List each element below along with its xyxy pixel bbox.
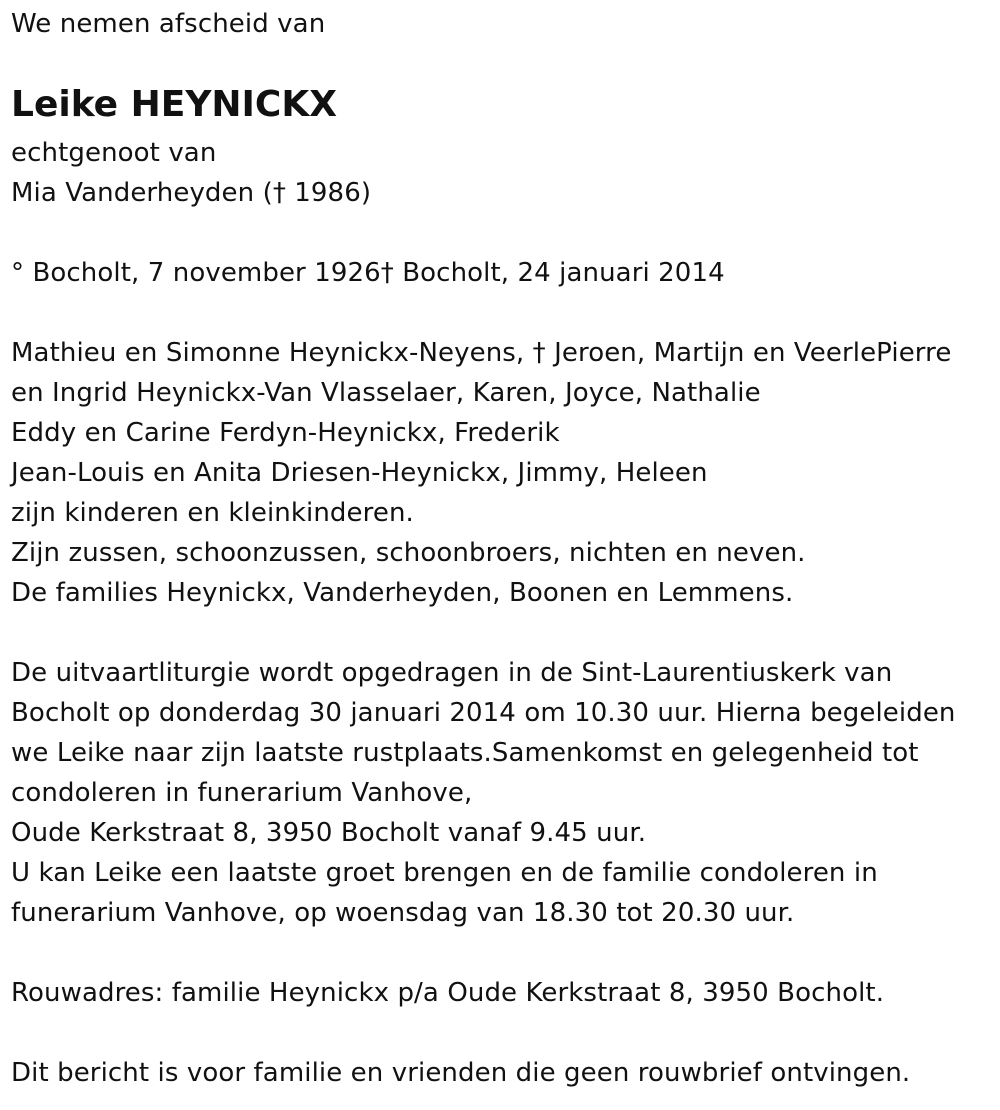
spouse-block	[11, 133, 371, 213]
family-line: Jean-Louis en Anita Driesen-Heynickx, Jimmy, Heleen	[11, 458, 708, 488]
family-line: De families Heynickx, Vanderheyden, Boonen en Lemmens.	[11, 578, 794, 608]
closing-note: Dit bericht is voor familie en vrienden die geen rouwbrief ontvingen.	[11, 1058, 911, 1088]
funeral-line: Bocholt op donderdag 30 januari 2014 om 10.30 uur. Hierna begeleiden	[11, 698, 956, 728]
funeral-line: De uitvaartliturgie wordt opgedragen in de Sint-Laurentiuskerk van	[11, 658, 893, 688]
funeral-line: condoleren in funerarium Vanhove,	[11, 778, 473, 808]
funeral-line: we Leike naar zijn laatste rustplaats.Samenkomst en gelegenheid tot	[11, 738, 919, 768]
family-line: Eddy en Carine Ferdyn-Heynickx, Frederik	[11, 418, 560, 448]
life-dates: ° Bocholt, 7 november 1926† Bocholt, 24 januari 2014	[11, 258, 725, 288]
funeral-block	[11, 653, 956, 933]
family-block	[11, 333, 951, 613]
family-line: Mathieu en Simonne Heynickx-Neyens, † Jeroen, Martijn en VeerlePierre	[11, 338, 952, 368]
family-line: en Ingrid Heynickx-Van Vlasselaer, Karen, Joyce, Nathalie	[11, 378, 761, 408]
intro-text: We nemen afscheid van	[11, 9, 326, 39]
family-line: zijn kinderen en kleinkinderen.	[11, 498, 414, 528]
closing-block	[11, 1053, 910, 1093]
spouse-name: Mia Vanderheyden († 1986)	[11, 178, 372, 208]
mourning-address: Rouwadres: familie Heynickx p/a Oude Kerkstraat 8, 3950 Bocholt.	[11, 978, 885, 1008]
address-block	[11, 973, 884, 1013]
funeral-line: Oude Kerkstraat 8, 3950 Bocholt vanaf 9.45 uur.	[11, 818, 647, 848]
life-dates-block	[11, 253, 725, 293]
funeral-line: funerarium Vanhove, op woensdag van 18.30 tot 20.30 uur.	[11, 898, 795, 928]
spouse-label: echtgenoot van	[11, 138, 217, 168]
funeral-line: U kan Leike een laatste groet brengen en de familie condoleren in	[11, 858, 878, 888]
deceased-name: Leike HEYNICKX	[11, 84, 338, 125]
family-line: Zijn zussen, schoonzussen, schoonbroers, nichten en neven.	[11, 538, 806, 568]
